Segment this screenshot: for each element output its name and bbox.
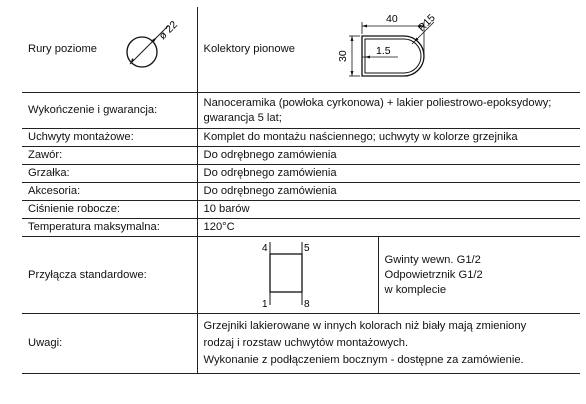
notes-label: Uwagi: [22, 314, 197, 374]
spec-row [22, 183, 580, 201]
spec-row [22, 165, 580, 183]
horizontal-pipes-label: Rury poziome [28, 43, 98, 55]
spec-row [22, 201, 580, 219]
collector-profile-drawing [334, 10, 444, 90]
spec-row-label: Akcesoria: [22, 183, 197, 201]
spec-row [22, 93, 580, 129]
spec-row-label: Temperatura maksymalna: [22, 219, 197, 237]
connections-line: Gwinty wewn. G1/2 [384, 253, 481, 266]
round-pipe-drawing [108, 10, 188, 90]
vertical-collectors-cell [197, 7, 580, 93]
vertical-collectors-label: Kolektory pionowe [203, 43, 295, 55]
connections-figure [192, 237, 379, 313]
notes-line: Wykonanie z podłączeniem bocznym - dostępne za zamówienie. [203, 354, 524, 366]
port-label-top-left: 4 [261, 243, 268, 254]
notes-value [197, 314, 580, 374]
spec-row-value: Do odrębnego zamówienia [197, 165, 580, 183]
wall-thickness-label: 1.5 [375, 44, 391, 57]
pipes-row [22, 7, 580, 93]
spec-row-line: Nanoceramika (powłoka cyrkonowa) + lakier poliestrowo-epoksydowy; [203, 96, 552, 109]
spec-row-label: Grzałka: [22, 165, 197, 183]
horizontal-pipes-cell [22, 7, 197, 93]
connection-ports-diagram [192, 237, 378, 313]
port-label-bottom-right: 8 [303, 299, 310, 310]
radius-dimension-label: R15 [415, 11, 438, 34]
spec-row-value: Komplet do montażu naściennego; uchwyty w kolorze grzejnika [197, 129, 580, 147]
height-dimension-label: 30 [336, 49, 349, 62]
port-label-top-right: 5 [303, 243, 310, 254]
connections-row [22, 237, 580, 314]
spec-row [22, 129, 580, 147]
connections-line: Odpowietrznik G1/2 [384, 268, 483, 281]
spec-row-value: Do odrębnego zamówienia [197, 147, 580, 165]
spec-table [22, 7, 580, 374]
spec-row-label: Wykończenie i gwarancja: [22, 93, 197, 129]
connections-value [197, 237, 580, 314]
spec-row [22, 147, 580, 165]
spec-row-value: 10 barów [197, 201, 580, 219]
spec-row-label: Uchwyty montażowe: [22, 129, 197, 147]
width-dimension-label: 40 [385, 12, 398, 25]
spec-row [22, 219, 580, 237]
notes-line: rodzaj i rozstaw uchwytów montażowych. [203, 337, 409, 349]
spec-row-label: Zawór: [22, 147, 197, 165]
pipe-diameter-label: ø 22 [156, 18, 180, 42]
spec-row-value [197, 93, 580, 129]
notes-line: Grzejniki lakierowane w innych kolorach niż biały mają zmieniony [203, 320, 527, 332]
spec-row-label: Ciśnienie robocze: [22, 201, 197, 219]
spec-row-line: gwarancja 5 lat; [203, 111, 282, 124]
spec-row-value: 120°C [197, 219, 580, 237]
connections-details [379, 237, 489, 313]
port-label-bottom-left: 1 [261, 299, 268, 310]
connections-label: Przyłącza standardowe: [22, 237, 197, 314]
notes-row [22, 314, 580, 374]
spec-row-value: Do odrębnego zamówienia [197, 183, 580, 201]
connections-line: w komplecie [384, 283, 447, 296]
